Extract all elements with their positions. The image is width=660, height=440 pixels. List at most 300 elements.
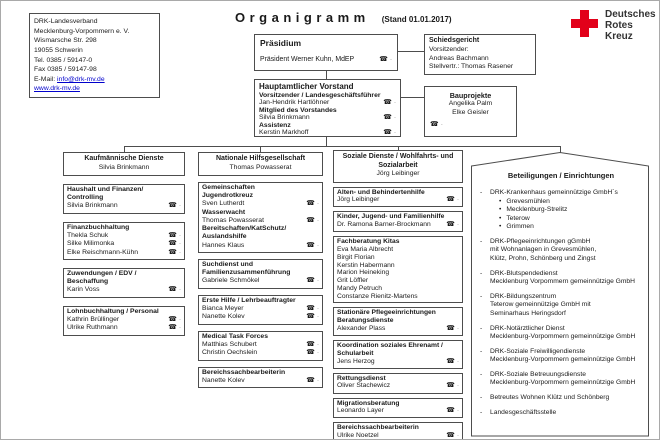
org-box [333, 373, 463, 394]
person-row [337, 358, 459, 366]
role-text: Bereitschaften/KatSchutz/ [202, 225, 287, 233]
phone [446, 432, 459, 440]
phone [168, 240, 181, 248]
org-box [198, 259, 323, 289]
person-row [337, 246, 459, 254]
role-label [259, 107, 396, 114]
column-header-kaufmaennische-dienste [63, 152, 185, 176]
person-name: Constanze Rienitz-Martens [337, 292, 418, 300]
role-label [67, 194, 181, 202]
beteiligung-line: Seminarhaus Heringsdorf [490, 309, 566, 317]
beteiligung-subtext: Grevesmühlen [506, 197, 550, 205]
phone-icon: ☎ [430, 121, 439, 129]
org-box [198, 295, 323, 325]
person-row [337, 407, 459, 415]
phone-suffix: - [317, 278, 319, 285]
person-name: Alexander Plass [337, 324, 386, 332]
beteiligung-line: Klütz, Prohn, Schönberg und Zingst [490, 255, 596, 263]
phone-suffix: - [317, 341, 319, 348]
person-name: Nanette Kolev [202, 376, 245, 384]
person-name: Marion Heineking [337, 269, 390, 277]
vorstand-title: Hauptamtlicher Vorstand [259, 82, 354, 91]
praesidium-box [254, 34, 398, 71]
phone [168, 202, 181, 210]
phone-icon: ☎ [168, 202, 177, 210]
phone-suffix: - [390, 57, 392, 63]
column-title: Nationale Hilfsgesellschaft [215, 155, 306, 162]
person-name: Dr. Ramona Barner-Brockmann [337, 221, 431, 229]
person-row [202, 305, 319, 313]
dash-bullet-icon: - [480, 347, 483, 355]
phone-suffix: - [317, 350, 319, 357]
role-text: Stationäre Pflegeeinrichtungen [337, 309, 436, 317]
person-row [67, 202, 181, 210]
role-label [259, 92, 396, 99]
role-label [337, 309, 459, 317]
beteiligung-item [480, 325, 642, 342]
org-box [333, 211, 463, 232]
person-name: Grit Löffler [337, 277, 369, 285]
connector-vorstand-bauprojekte [401, 97, 424, 98]
column-kaufmaennische-dienste [63, 152, 185, 336]
phone [306, 377, 319, 385]
role-text: Zuwendungen / EDV / [67, 270, 137, 278]
phone [446, 221, 459, 229]
org-box [198, 331, 323, 361]
phone-icon: ☎ [168, 231, 177, 239]
phone-icon: ☎ [446, 432, 455, 440]
phone [446, 407, 459, 415]
person-row [202, 200, 319, 208]
logo-text [605, 10, 656, 42]
phone-suffix: - [179, 203, 181, 210]
org-box [63, 306, 185, 336]
phone [306, 217, 319, 225]
beteiligung-subitem [499, 223, 618, 232]
phone [306, 341, 319, 349]
address-line: Mecklenburg-Vorpommern e. V. [34, 27, 130, 35]
beteiligung-line: DRK-Notärztlicher Dienst [490, 324, 565, 332]
email-label: E-Mail: [34, 75, 58, 83]
beteiligung-line: Mecklenburg-Vorpommern gemeinnützige GmbH [490, 356, 636, 364]
phone [168, 249, 181, 257]
role-text: Beschaffung [67, 278, 109, 286]
address-web-line [34, 84, 155, 94]
address-line: DRK-Landesverband [34, 18, 98, 25]
role-label [67, 278, 181, 286]
person-name: Eva Maria Albrecht [337, 246, 394, 254]
org-box [333, 307, 463, 336]
person-name: Jörg Leibinger [337, 196, 380, 204]
schiedsgericht-lines [429, 46, 531, 72]
address-lines [34, 17, 155, 75]
dash-bullet-icon: - [480, 324, 483, 332]
role-text: Lohnbuchhaltung / Personal [67, 307, 159, 315]
column-lead: Thomas Powasserat [229, 163, 292, 171]
beteiligungen-title: Beteiligungen / Einrichtungen [507, 171, 615, 180]
branch-line [124, 146, 560, 147]
person-name: Elke Reischmann-Kühn [67, 248, 139, 256]
org-box [198, 367, 323, 389]
schiedsgericht-line: Vorsitzender: [429, 45, 469, 53]
phone [306, 313, 319, 321]
phone [379, 55, 392, 63]
role-label [202, 369, 319, 377]
person-row [202, 217, 319, 225]
phone [306, 305, 319, 313]
person-row [67, 232, 181, 240]
phone-icon: ☎ [446, 407, 455, 415]
role-label [337, 189, 459, 197]
phone-icon: ☎ [168, 324, 177, 332]
bauprojekte-phone [430, 120, 511, 130]
connector-praesidium-vorstand [326, 71, 327, 79]
person-name: Nanette Kolev [202, 313, 245, 321]
beteiligung-subtext: Teterow [506, 214, 530, 222]
phone-icon: ☎ [446, 357, 455, 365]
phone-icon: ☎ [306, 200, 315, 208]
person-row [67, 286, 181, 294]
phone-icon: ☎ [306, 277, 315, 285]
role-text: Haushalt und Finanzen/ [67, 186, 144, 194]
phone [168, 286, 181, 294]
person-name: Kathrin Brüllinger [67, 315, 120, 323]
org-box [333, 340, 463, 369]
role-text: Familienzusammenführung [202, 269, 291, 277]
phone-suffix: - [440, 122, 443, 129]
phone-icon: ☎ [306, 313, 315, 321]
beteiligung-line: DRK-Krankenhaus gemeinnützige GmbH´s [490, 189, 618, 196]
role-text: Mitglied des Vorstandes [259, 106, 337, 114]
dot-bullet-icon: • [499, 197, 502, 205]
role-text: Assistenz [259, 121, 291, 129]
role-label [202, 233, 319, 241]
beteiligung-text [490, 394, 609, 403]
beteiligung-subtext: Grimmen [506, 223, 534, 231]
beteiligung-item [480, 409, 642, 418]
phone-icon: ☎ [306, 241, 315, 249]
person-name: Leonardo Layer [337, 407, 384, 415]
beteiligungen-content [480, 169, 642, 433]
phone-icon: ☎ [446, 221, 455, 229]
phone-icon: ☎ [306, 340, 315, 348]
bauprojekte-title: Bauprojekte [449, 91, 492, 100]
beteiligung-item [480, 293, 642, 319]
phone-icon: ☎ [383, 114, 392, 122]
person-name: Mandy Petruch [337, 284, 382, 292]
logo-line-2: Rotes [605, 19, 633, 31]
address-box [29, 13, 160, 98]
phone-icon: ☎ [446, 324, 455, 332]
beteiligung-text [490, 348, 635, 365]
person-name: Thomas Powasserat [202, 216, 264, 224]
beteiligung-text [490, 270, 635, 287]
role-text: Migrationsberatung [337, 399, 400, 407]
schiedsgericht-box [424, 34, 536, 75]
page-title-area [235, 10, 452, 25]
dash-bullet-icon: - [480, 269, 483, 277]
phone-suffix: - [179, 287, 181, 294]
person-name: Oliver Stachewicz [337, 382, 391, 390]
person-row [337, 285, 459, 293]
logo-line-1: Deutsches [605, 9, 656, 20]
person-name: Thekla Schuk [67, 231, 109, 239]
beteiligung-subitem [499, 198, 618, 207]
address-line: 19055 Schwerin [34, 46, 83, 54]
role-text: Fachberatung Kitas [337, 238, 400, 246]
person-name: Birgit Florian [337, 253, 375, 261]
phone-suffix: - [457, 383, 459, 390]
person-row [259, 99, 396, 107]
role-label [202, 297, 319, 305]
person-name: Hannes Klaus [202, 241, 245, 249]
phone [306, 349, 319, 357]
phone-suffix: - [457, 197, 459, 204]
phone-suffix: - [394, 115, 396, 122]
person-row [337, 325, 459, 333]
phone-suffix: - [179, 316, 181, 323]
phone-icon: ☎ [306, 216, 315, 224]
beteiligung-text [490, 238, 596, 264]
beteiligung-text [490, 325, 635, 342]
phone [446, 196, 459, 204]
dash-bullet-icon: - [480, 237, 483, 245]
org-box [63, 184, 185, 214]
phone-suffix: - [179, 232, 181, 239]
schiedsgericht-line: Stellvertr.: Thomas Rasener [429, 63, 514, 71]
phone [306, 242, 319, 250]
role-label [202, 269, 319, 277]
role-text: Erste Hilfe / Lehrbeauftragter [202, 296, 296, 304]
phone-suffix: - [317, 217, 319, 224]
person-name: Jan-Hendrik Hartlöhner [259, 99, 330, 107]
person-row [67, 324, 181, 332]
person-row [337, 293, 459, 301]
role-label [202, 192, 319, 200]
email-link[interactable]: info@drk-mv.de [57, 75, 105, 83]
person-name: Angelika Palm [448, 100, 493, 108]
person-row [337, 254, 459, 262]
column-title: Soziale Dienste / Wohlfahrts- und Sozialarbeit [342, 153, 454, 169]
person-row [202, 341, 319, 349]
role-label [202, 184, 319, 192]
phone-icon: ☎ [306, 304, 315, 312]
beteiligung-item [480, 348, 642, 365]
phone-icon: ☎ [168, 240, 177, 248]
role-label [202, 333, 319, 341]
phone-suffix: - [317, 201, 319, 208]
person-row [202, 313, 319, 321]
beteiligung-subitem [499, 215, 618, 224]
beteiligung-line: DRK-Blutspendedienst [490, 269, 558, 277]
org-box [333, 236, 463, 303]
phone-icon: ☎ [383, 99, 392, 107]
person-row [67, 316, 181, 324]
person-row [337, 277, 459, 285]
person-name: Gabriele Schmökel [202, 277, 260, 285]
person-row [337, 262, 459, 270]
role-label [67, 308, 181, 316]
role-label [337, 424, 459, 432]
beteiligung-line: Mecklenburg-Vorpommern gemeinnützige GmbH [490, 379, 636, 387]
dash-bullet-icon: - [480, 408, 483, 416]
beteiligung-item [480, 238, 642, 264]
person-name: Sven Lutherdt [202, 200, 245, 208]
beteiligung-item [480, 189, 642, 232]
beteiligung-subtext: Mecklenburg-Strelitz [506, 206, 568, 214]
phone-suffix: - [457, 358, 459, 365]
role-label [337, 350, 459, 358]
role-text: Jugendrotkreuz [202, 192, 253, 200]
role-text: Controlling [67, 194, 104, 202]
phone-suffix: - [317, 377, 319, 384]
phone-icon: ☎ [306, 349, 315, 357]
role-text: Koordination soziales Ehrenamt / [337, 342, 443, 350]
phone-icon: ☎ [383, 129, 392, 137]
person-row [202, 242, 319, 250]
org-box [198, 182, 323, 253]
website-link[interactable]: www.drk-mv.de [34, 85, 80, 93]
beteiligung-text [490, 293, 591, 319]
person-row [337, 269, 459, 277]
role-label [67, 270, 181, 278]
role-text: Medical Task Forces [202, 332, 268, 340]
beteiligung-line: DRK-Pflegeeinrichtungen gGmbH [490, 237, 591, 245]
phone-suffix: - [317, 305, 319, 312]
dash-bullet-icon: - [480, 370, 483, 378]
beteiligung-line: Mecklenburg Vorpommern gemeinnützige GmbH [490, 278, 635, 286]
phone [383, 99, 396, 107]
beteiligung-line: DRK-Soziale Freiwilligendienste [490, 347, 586, 355]
bauprojekte-box [424, 86, 517, 137]
phone [168, 324, 181, 332]
person-row [202, 377, 319, 385]
role-label [337, 213, 459, 221]
beteiligung-line: mit Wohnanlagen in Grevesmühlen, [490, 246, 597, 254]
beteiligung-line: Mecklenburg-Vorpommern gemeinnützige GmbH [490, 333, 636, 341]
connector-praesidium-schiedsgericht [398, 51, 424, 52]
phone [383, 114, 396, 122]
role-text: Gemeinschaften [202, 184, 255, 192]
person-row [202, 349, 319, 357]
vorstand-rows [259, 92, 396, 137]
role-text: Kinder, Jugend- und Familienhilfe [337, 213, 445, 221]
role-text: Suchdienst und [202, 260, 253, 268]
column-soziale-dienste [333, 150, 463, 440]
org-box [333, 187, 463, 208]
person-row [337, 432, 459, 440]
person-name: Silke Milimonka [67, 240, 115, 248]
org-box [63, 222, 185, 260]
phone [446, 382, 459, 390]
column-lead: Silvia Brinkmann [98, 163, 150, 171]
column-lead: Jörg Leibinger [376, 170, 420, 178]
role-text: Vorsitzender / Landesgeschäftsführer [259, 92, 381, 99]
beteiligung-text [490, 189, 618, 232]
person-name: Kerstin Markhoff [259, 129, 309, 137]
schiedsgericht-line: Andreas Bachmann [429, 54, 489, 62]
person-row [259, 114, 396, 122]
logo-line-3: Kreuz [605, 30, 633, 42]
address-line: Fax 0385 / 59147-98 [34, 66, 97, 74]
phone-suffix: - [394, 130, 396, 137]
person-row [202, 277, 319, 285]
person-name: Bianca Meyer [202, 304, 244, 312]
phone-suffix: - [179, 325, 181, 332]
column-header-soziale-dienste [333, 150, 463, 183]
phone-suffix: - [179, 249, 181, 256]
beteiligung-text [490, 371, 635, 388]
person-row [337, 382, 459, 390]
role-text: Bereichssachbearbeiterin [337, 424, 419, 432]
dash-bullet-icon: - [480, 393, 483, 401]
beteiligungen-panel [471, 152, 649, 437]
role-label [337, 238, 459, 246]
org-box [333, 398, 463, 419]
beteiligung-line: Landesgeschäftsstelle [490, 408, 557, 416]
phone-suffix: - [457, 433, 459, 440]
dash-bullet-icon: - [480, 189, 483, 196]
phone [383, 129, 396, 137]
person-row [67, 249, 181, 257]
beteiligung-line: DRK-Bildungszentrum [490, 292, 557, 300]
role-label [202, 209, 319, 217]
praesidium-person-row [260, 55, 392, 63]
drk-logo [571, 10, 656, 42]
column-header-nationale-hilfsgesellschaft [198, 152, 323, 176]
role-label [67, 186, 181, 194]
dot-bullet-icon: • [499, 223, 502, 231]
phone-icon: ☎ [168, 315, 177, 323]
role-label [337, 342, 459, 350]
person-name: Christin Oechslein [202, 349, 258, 357]
person-name: Matthias Schubert [202, 340, 257, 348]
phone-suffix: - [457, 408, 459, 415]
role-label [202, 261, 319, 269]
address-email-line [34, 75, 155, 85]
phone [306, 200, 319, 208]
phone-suffix: - [179, 241, 181, 248]
red-cross-icon [571, 10, 598, 37]
person-row [337, 221, 459, 229]
person-name: Ulrike Noetzel [337, 432, 379, 440]
beteiligung-item [480, 394, 642, 403]
person-row [259, 129, 396, 137]
person-name: Jens Herzog [337, 357, 375, 365]
role-text: Alten- und Behindertenhilfe [337, 188, 425, 196]
role-text: Auslandshilfe [202, 233, 247, 241]
phone-suffix: - [317, 314, 319, 321]
connector-vorstand-branch [326, 137, 327, 146]
person-name: Kerstin Habermann [337, 261, 395, 269]
role-text: Schularbeit [337, 349, 374, 357]
role-text: Beratungsdienste [337, 317, 394, 325]
beteiligungen-list [480, 189, 642, 417]
phone [306, 277, 319, 285]
org-box [333, 422, 463, 440]
role-label [67, 224, 181, 232]
phone-icon: ☎ [446, 382, 455, 390]
person-name: Elke Geisler [452, 109, 489, 117]
phone-icon: ☎ [379, 56, 388, 63]
person-name: Ulrike Ruthmann [67, 324, 118, 332]
address-line: Tel. 0385 / 59147-0 [34, 56, 93, 64]
role-text: Rettungsdienst [337, 374, 386, 382]
phone-icon: ☎ [168, 286, 177, 294]
person-name: Silvia Brinkmann [259, 114, 310, 122]
phone-suffix: - [394, 100, 396, 107]
role-label [337, 375, 459, 383]
